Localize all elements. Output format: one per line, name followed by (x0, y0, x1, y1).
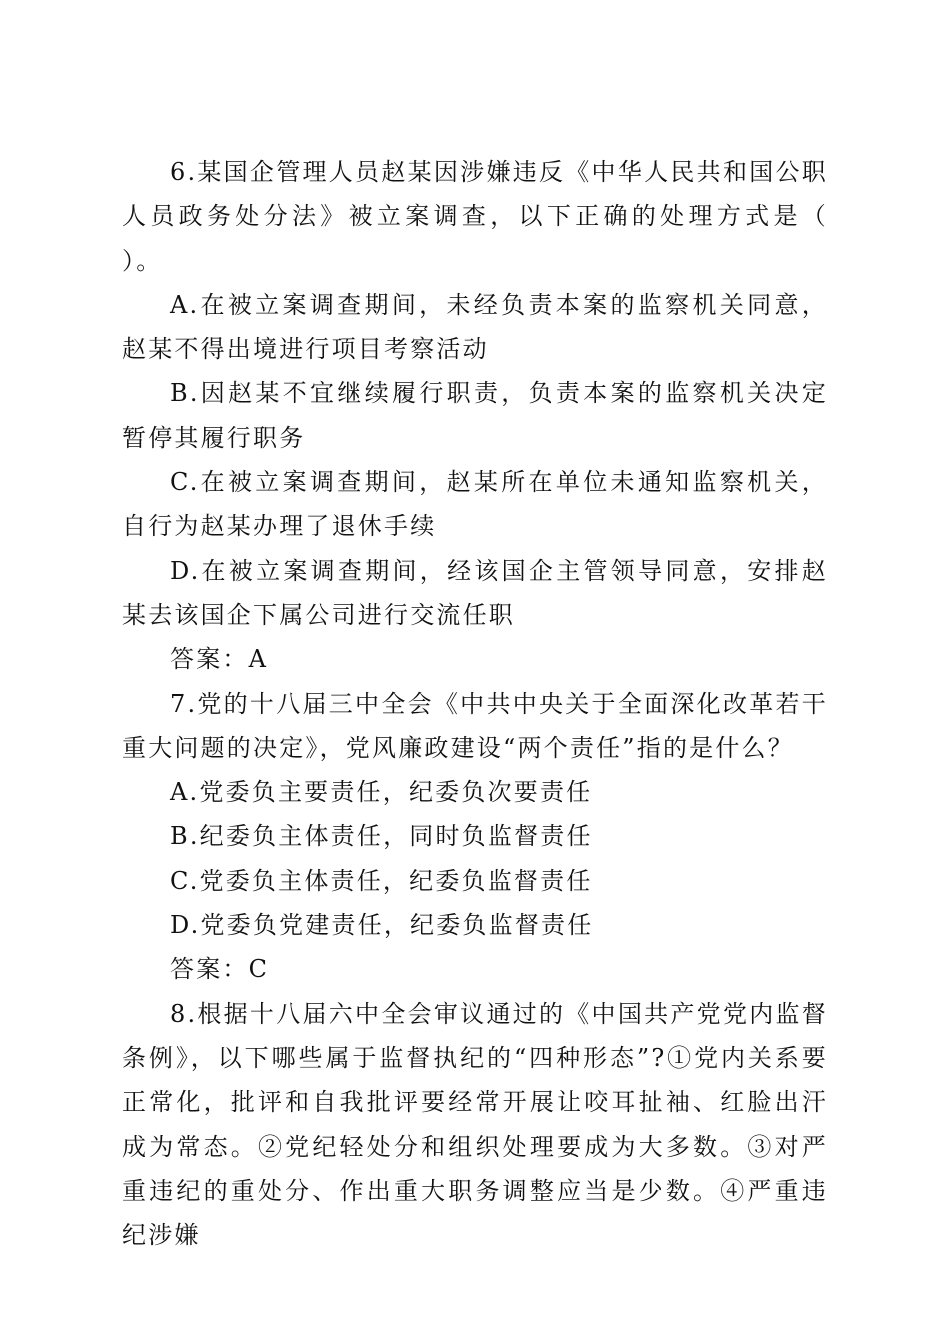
question-6-option-a: A.在被立案调查期间，未经负责本案的监察机关同意，赵某不得出境进行项目考察活动 (122, 290, 828, 364)
question-6-option-d: D.在被立案调查期间，经该国企主管领导同意，安排赵某去该国企下属公司进行交流任职 (122, 556, 828, 629)
question-6-option-c: C.在被立案调查期间，赵某所在单位未通知监察机关，自行为赵某办理了退休手续 (122, 468, 828, 541)
document-body (122, 150, 881, 1257)
question-6-option-b: B.因赵某不宜继续履行职责，负责本案的监察机关决定暂停其履行职务 (122, 379, 828, 452)
question-6-stem: 6.某国企管理人员赵某因涉嫌违反《中华人民共和国公职人员政务处分法》被立案调查，以下正确的处理方式是（ ）。 (122, 158, 881, 275)
question-7-option-c: C.党委负主体责任，纪委负监督责任 (170, 866, 593, 895)
question-7-option-a: A.党委负主要责任，纪委负次要责任 (170, 778, 593, 807)
question-7-option-b: B.纪委负主体责任，同时负监督责任 (170, 822, 593, 851)
question-7-stem: 7.党的十八届三中全会《中共中央关于全面深化改革若干重大问题的决定》，党风廉政建设“两个责任”指的是什么？ (122, 689, 828, 762)
question-7-answer: 答案：C (170, 955, 270, 984)
question-7-option-d: D.党委负党建责任，纪委负监督责任 (170, 911, 594, 940)
question-6-answer: 答案：A (170, 645, 269, 674)
question-8-stem: 8.根据十八届六中全会审议通过的《中国共产党党内监督条例》，以下哪些属于监督执纪的“四种形态”?①党内关系要正常化，批评和自我批评要经常开展让咬耳扯袖、红脸出汗成为常态。②党纪轻处分和组织处理要成为大多数。③对严重违纪的重处分、作出重大职务调整应当是少数。④严重违纪涉嫌 (122, 999, 828, 1250)
